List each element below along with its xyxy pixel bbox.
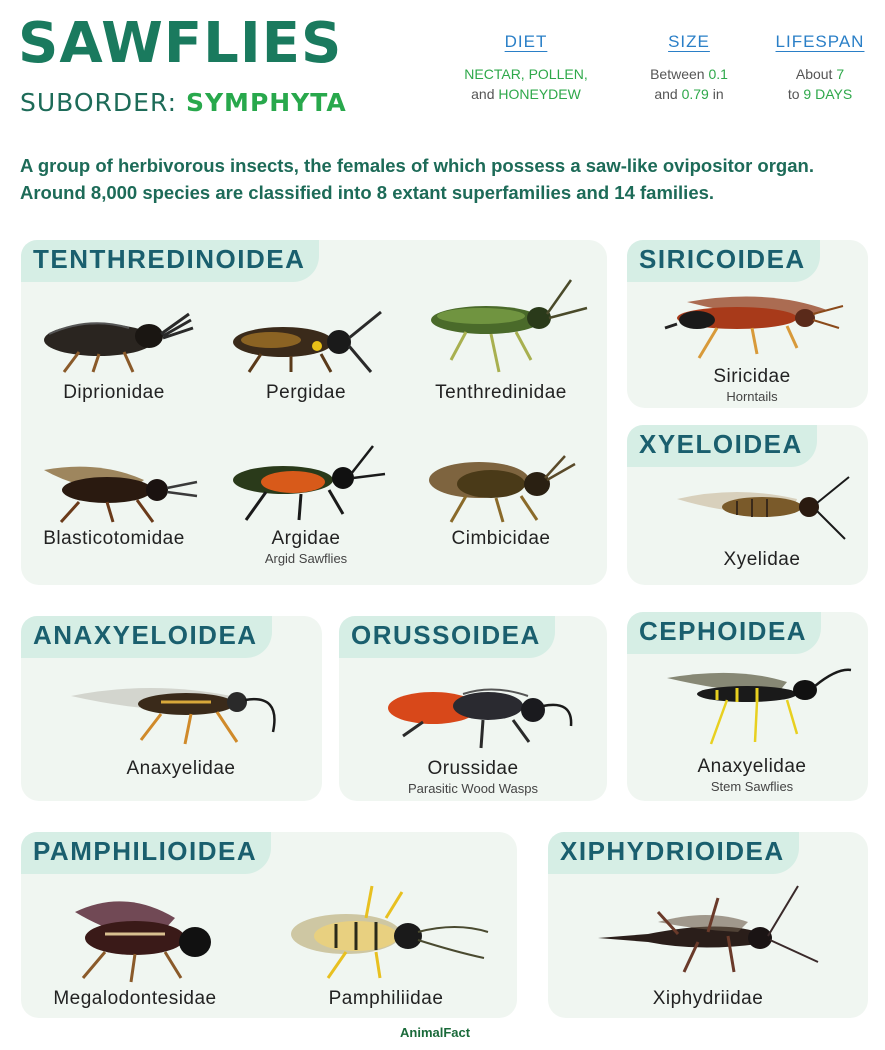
panel-xyeloidea <box>627 425 868 585</box>
tab-cephoidea: CEPHOIDEA <box>627 612 821 654</box>
family-tenthredinidae <box>411 276 591 404</box>
xyelidae-insect-image <box>667 469 857 545</box>
family-name: Anaxyelidae <box>126 758 236 779</box>
panel-xiphydrioidea <box>548 832 868 1018</box>
family-name: Xiphydriidae <box>652 988 764 1009</box>
panel-orussoidea <box>339 616 607 801</box>
family-cimbicidae <box>411 450 591 550</box>
lifespan-value: About 7 to 9 DAYS <box>787 66 853 102</box>
panel-anaxyeloidea <box>21 616 322 801</box>
panel-cephoidea <box>627 612 868 801</box>
family-blasticotomidae <box>29 450 199 550</box>
family-cephidae <box>647 660 857 794</box>
family-megalodontesidae <box>35 892 235 1010</box>
suborder-line <box>20 88 347 117</box>
family-name: Megalodontesidae <box>53 988 217 1009</box>
family-common-name: Argid Sawflies <box>264 551 348 566</box>
family-name: Pamphiliidae <box>328 988 444 1009</box>
family-name: Blasticotomidae <box>43 528 185 549</box>
panel-siricoidea <box>627 240 868 408</box>
tab-tenthredinoidea: TENTHREDINOIDEA <box>21 240 319 282</box>
family-common-name: Stem Sawflies <box>710 779 794 794</box>
lifespan-label: LIFESPAN <box>775 32 865 51</box>
family-common-name: Horntails <box>726 389 778 404</box>
family-name: Siricidae <box>713 366 791 387</box>
family-name: Tenthredinidae <box>435 382 567 403</box>
orussidae-insect-image <box>353 670 593 754</box>
size-label: SIZE <box>668 32 710 51</box>
tab-xiphydrioidea: XIPHYDRIOIDEA <box>548 832 799 874</box>
family-name: Cimbicidae <box>451 528 551 549</box>
family-xiphydriidae <box>588 882 828 1010</box>
pergidae-insect-image <box>221 306 391 378</box>
tab-orussoidea: ORUSSOIDEA <box>339 616 555 658</box>
family-name: Pergidae <box>265 382 347 403</box>
diet-label: DIET <box>504 32 548 51</box>
page-title: SAWFLIES <box>18 11 343 76</box>
family-siricidae <box>657 288 847 404</box>
suborder-label: SUBORDER: <box>20 88 177 117</box>
family-name: Xyelidae <box>723 549 801 570</box>
panel-pamphilioidea <box>21 832 517 1018</box>
pamphiliidae-insect-image <box>276 882 496 984</box>
fact-size <box>632 32 746 104</box>
panel-tenthredinoidea <box>21 240 607 585</box>
fact-diet <box>446 32 606 104</box>
family-common-name: Parasitic Wood Wasps <box>407 781 539 796</box>
family-name: Diprionidae <box>63 382 165 403</box>
anaxyelidae-insect-image <box>61 674 301 754</box>
family-anaxyelidae <box>61 674 301 780</box>
diet-value: NECTAR, POLLEN, and HONEYDEW <box>464 66 588 102</box>
family-diprionidae <box>29 306 199 404</box>
tab-xyeloidea: XYELOIDEA <box>627 425 817 467</box>
cephidae-insect-image <box>647 660 857 752</box>
blasticotomidae-insect-image <box>29 450 199 524</box>
family-orussidae <box>353 670 593 796</box>
tab-anaxyeloidea: ANAXYELOIDEA <box>21 616 272 658</box>
megalodontesidae-insect-image <box>35 892 235 984</box>
tab-pamphilioidea: PAMPHILIOIDEA <box>21 832 271 874</box>
family-name: Orussidae <box>427 758 519 779</box>
family-argidae <box>221 444 391 566</box>
cimbicidae-insect-image <box>411 450 591 524</box>
family-pamphiliidae <box>276 882 496 1010</box>
xiphydriidae-insect-image <box>588 882 828 984</box>
suborder-value: SYMPHYTA <box>185 88 347 117</box>
siricidae-insect-image <box>657 288 847 362</box>
fact-lifespan <box>764 32 876 104</box>
size-value: Between 0.1 and 0.79 in <box>650 66 728 102</box>
family-name: Argidae <box>271 528 341 549</box>
diprionidae-insect-image <box>29 306 199 378</box>
animalfact-logo[interactable]: AnimalFact <box>400 1025 471 1040</box>
description: A group of herbivorous insects, the females of which possess a saw-like ovipositor organ. Around 8,000 species are classified into 8 extant superfamilies and 14 families. <box>20 155 814 203</box>
family-name: Anaxyelidae <box>697 756 807 777</box>
argidae-insect-image <box>221 444 391 524</box>
family-pergidae <box>221 306 391 404</box>
family-xyelidae <box>667 469 857 571</box>
tab-siricoidea: SIRICOIDEA <box>627 240 820 282</box>
tenthredinidae-insect-image <box>411 276 591 378</box>
